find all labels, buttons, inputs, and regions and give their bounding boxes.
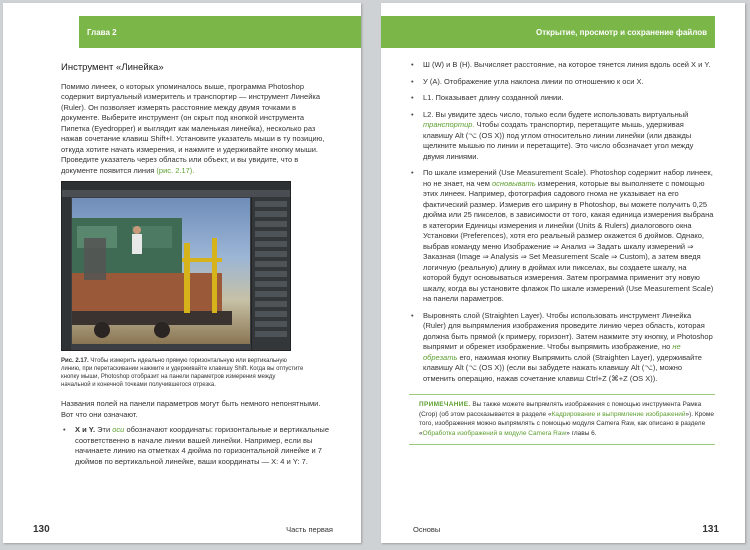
note-box: ПРИМЕЧАНИЕ. Вы также можете выпрямлять изображения с помощью инструмента Рамка (Crop) (об этом рассказывается в разделе «Кадрирование и выпрямление изображений»). Кроме того, изображения можно выпрямлять с помощью модуля Camera Raw, как описано в разделе «Обработка изображений в модуле Camera Raw» главы 6. bbox=[409, 394, 715, 445]
figure-reference-link[interactable]: (рис. 2.17). bbox=[156, 165, 195, 175]
chapter-header-right bbox=[381, 16, 715, 48]
part-title: Часть первая bbox=[286, 525, 333, 534]
figure-caption: Рис. 2.17. Чтобы измерить идеально прямую горизонтальную или вертикальную линию, при перетаскивании нажмите и удерживайте клавишу Shift. Когда вы отпустите кнопку мыши, Photoshop отобразит на панели параметров измерения между начальной и конечной точками получившегося отрезка. bbox=[61, 358, 304, 388]
note-link-camera-raw[interactable]: Обработка изображений в модуле Camera Raw bbox=[422, 429, 567, 437]
right-footer bbox=[413, 524, 719, 535]
term-base: основывать bbox=[491, 178, 536, 188]
right-page bbox=[381, 3, 745, 543]
left-page bbox=[3, 3, 361, 543]
options-list bbox=[409, 60, 715, 384]
intro-paragraph: Помимо линеек, о которых упоминалось выше, программа Photoshop содержит виртуальный измеритель и транспортир — инструмент Линейка (Ruler). Он позволяет измерять расстояние между двумя точками в документе. Выберите инструмент (он скрыт под кнопкой инструмента Пипетка (Eyedropper) и выглядит как маленькая линейка), несколько раз нажав сочетание клавиш Shift+I. Установите указатель мыши в ту позицию, откуда хотите начать измерения, и нажмите и удерживайте кнопку мыши. Проведите указатель через область или объект, и вы увидите, что в документе появится линия (рис. 2.17). bbox=[61, 81, 325, 175]
list-item-angle: • У (A). Отображение угла наклона линии по отношению к оси X. bbox=[409, 77, 715, 88]
chapter-name: Открытие, просмотр и сохранение файлов bbox=[536, 27, 707, 37]
figure-screenshot bbox=[61, 181, 291, 351]
figure-options-bar bbox=[62, 190, 290, 197]
locomotive-illustration bbox=[72, 198, 252, 346]
figure-toolbar bbox=[62, 197, 71, 350]
list-item-straighten-layer: • Выровнять слой (Straighten Layer). Чтобы использовать инструмент Линейка (Ruler) для выпрямления изображения проведите линию через область, которая должна быть прямой (к примеру, горизонт). Затем нажмите эту кнопку, и Photoshop выпрямит и обрежет изображение. Чтобы выпрямить изображение, но не обрезать его, нажимая кнопку Выпрямить слой (Straighten Layer), удерживайте клавишу Alt (⌥ (OS X)) (если вы забудете нажать клавишу Alt (⌥), можно отменить операцию, нажав сочетание клавиш Ctrl+Z (⌘+Z (OS X)). bbox=[409, 311, 715, 385]
page-number: 130 bbox=[33, 524, 50, 535]
figure-photo bbox=[72, 198, 250, 344]
figure-layers-panel bbox=[251, 197, 290, 350]
term-protractor: транспортир. bbox=[423, 120, 475, 129]
list-item-xy: • X и Y. Эти оси обозначают координаты: горизонтальные и вертикальные соответственно в начале линии вашей линейки. Например, если вы начинаете линию на отметках 4 дюйма по горизонтальной линейке и 7 дюймов по вертикальной линейке, ваши координаты — X: 4 и Y: 7. bbox=[61, 425, 331, 467]
list-item-l2: • L2. Вы увидите здесь число, только если будете использовать виртуальный транспортир. Чтобы создать транспортир, перетащите мышь, удерживая клавишу Alt (⌥ (OS X)) под углом относительно линии линейки (или дважды щелкните мышью по линии и перетащите). Это число обозначает угол между двумя линиями. bbox=[409, 110, 715, 163]
part-name: Основы bbox=[413, 525, 441, 534]
chapter-header bbox=[79, 16, 361, 48]
section-title: Инструмент «Линейка» bbox=[61, 62, 164, 73]
caption-label: Рис. 2.17. bbox=[61, 358, 89, 364]
list-item-wh: • Ш (W) и В (H). Вычисляет расстояние, на которое тянется линия вдоль осей X и Y. bbox=[409, 60, 715, 71]
chapter-title: Глава 2 bbox=[87, 27, 117, 37]
figure-menubar bbox=[62, 182, 290, 190]
list-item-l1: • L1. Показывает длину созданной линии. bbox=[409, 93, 715, 104]
fields-list bbox=[61, 425, 331, 467]
note-label: ПРИМЕЧАНИЕ. bbox=[419, 401, 471, 408]
term-no-crop: не обрезать bbox=[423, 342, 681, 362]
fields-intro-paragraph: Названия полей на панели параметров могут быть немного непонятными. Вот что они означают. bbox=[61, 399, 321, 419]
list-item-measurement-scale: • По шкале измерений (Use Measurement Scale). Photoshop содержит набор линеек, но не знает, на чем основывать измерения, которые вы выполняете с помощью этих линеек. Например, фотография садового гнома не указывает на его фактический размер. Измерив его ширину в Photoshop, вы можете получить 0,25 дюйма или 25 пикселов, в зависимости от того, какая единица измерения выбрана в категории Единицы измерения и линейки (Units & Rulers) диалогового окна Установки (Preferences), хотя его реальный размер окажется 6 дюймов. Однако, выбрав команду меню Изображение ⇒ Анализ ⇒ Задать шкалу измерений ⇒ Заказная (Image ⇒ Analysis ⇒ Set Measurement Scale ⇒ Custom), а затем введя логичную (реальную) длину в дюймах или пикселах, вы создаете шкалу, на которой будут основываться измерения. Затем программа применит эту новую шкалу, когда вы установите флажок По шкале измерений (Use Measurement Scale) на панели параметров. bbox=[409, 168, 715, 305]
note-link-crop[interactable]: Кадрирование и выпрямление изображений bbox=[551, 410, 686, 418]
term-axes: оси bbox=[112, 425, 125, 434]
left-footer bbox=[33, 524, 333, 535]
page-number-right: 131 bbox=[702, 524, 719, 535]
left-content bbox=[61, 63, 331, 473]
right-content bbox=[409, 60, 715, 445]
